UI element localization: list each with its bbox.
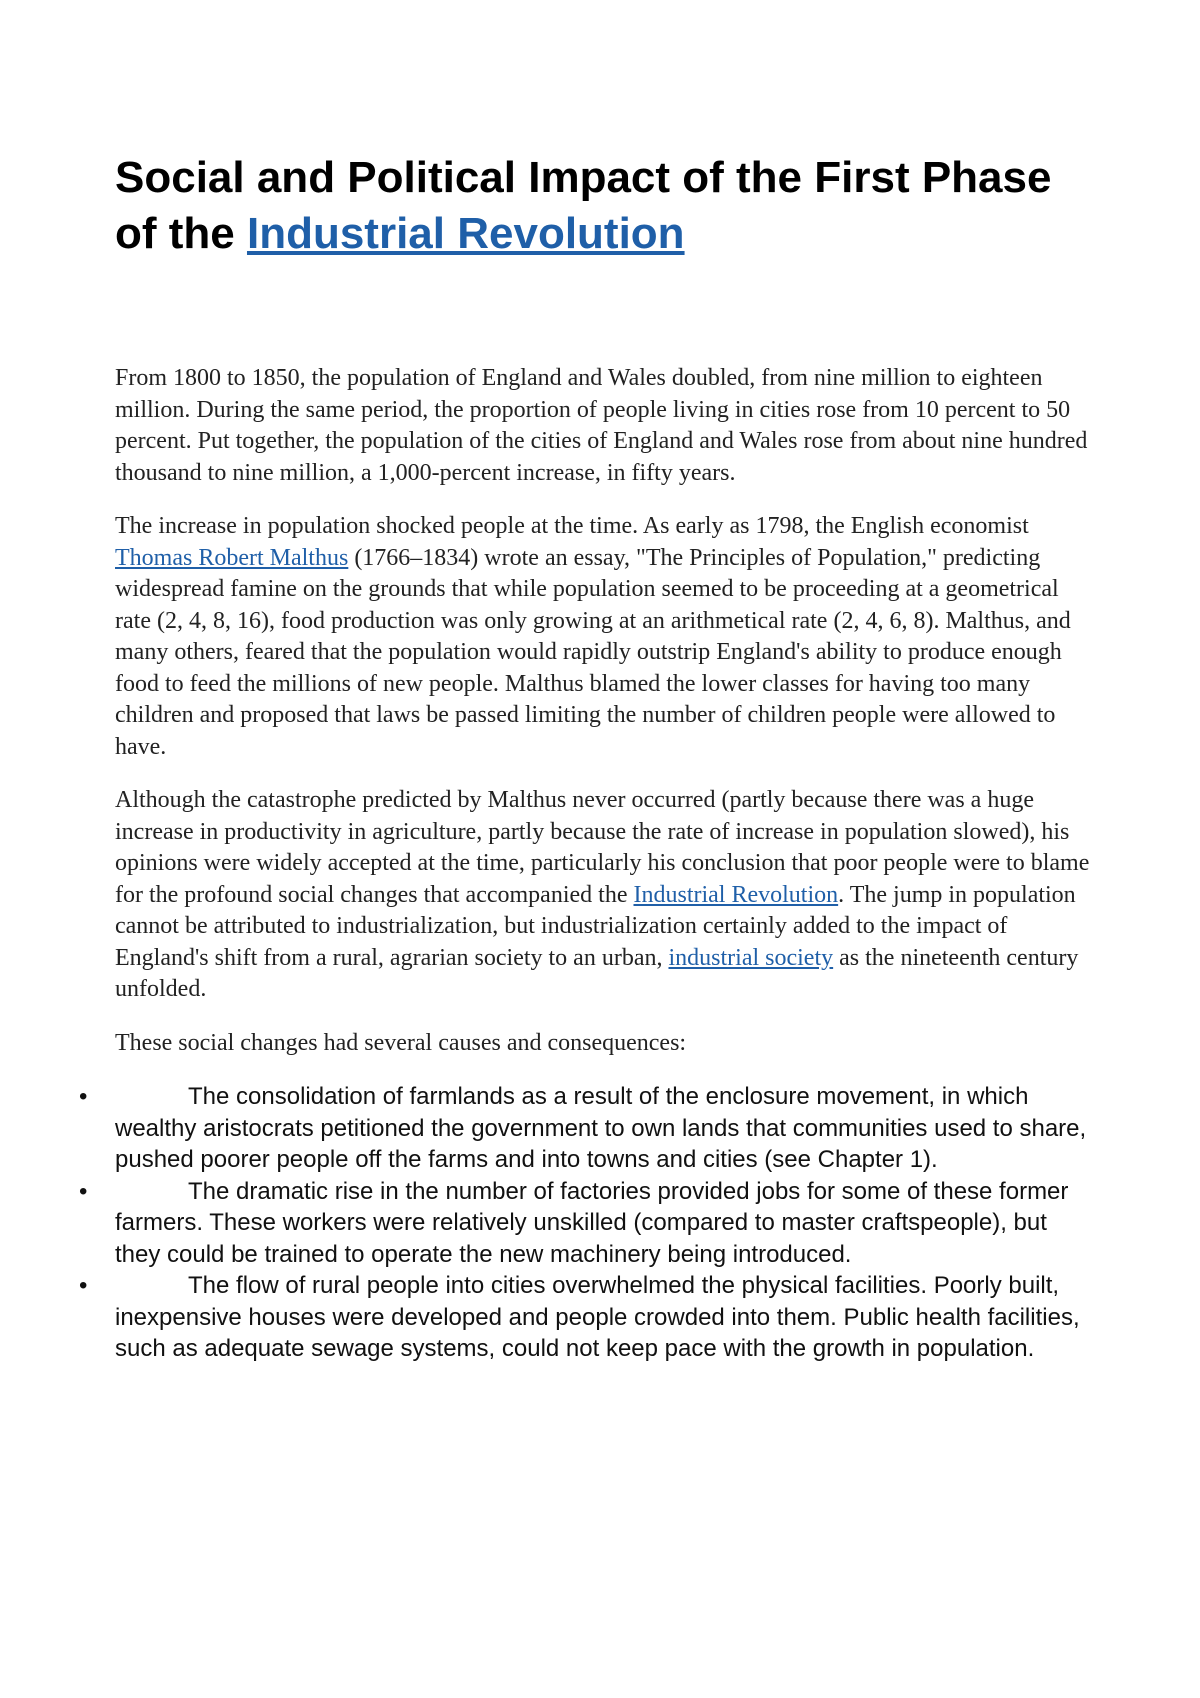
paragraph-text: The increase in population shocked people at the time. As early as 1798, the English economist bbox=[115, 513, 1029, 539]
paragraph-text: . The jump in population cannot be attributed to industrialization, but industrialization certainly added to the impact of England's shift from a rural, agrarian society to an urban, bbox=[115, 881, 1076, 971]
list-item bbox=[79, 1081, 1095, 1176]
list-item bbox=[79, 1270, 1095, 1365]
malthus-link[interactable]: Thomas Robert Malthus bbox=[115, 544, 349, 571]
paragraph-text: (1766–1834) wrote an essay, "The Principles of Population," predicting widespread famine on the grounds that while population seemed to be proceeding at a geometrical rate (2, 4, 8, 16), food production was only growing at an arithmetical rate (2, 4, 6, 8). Malthus, and many others, feared that the population would rapidly outstrip England's ability to produce enough food to feed the millions of new people. Malthus blamed the lower classes for having too many children and proposed that laws be passed limiting the number of children people were allowed to have. bbox=[115, 544, 1071, 760]
paragraph-malthus bbox=[115, 511, 1095, 763]
title-text: Social and Political Impact of the First Phase of the bbox=[115, 153, 1052, 258]
bullet-icon: • bbox=[79, 1177, 88, 1205]
paragraph-causes-intro: These social changes had several causes and consequences: bbox=[115, 1029, 687, 1056]
list-item-text: The consolidation of farmlands as a result of the enclosure movement, in which wealthy aristocrats petitioned the government to own lands that communities used to share, pushed poorer people off the farms and into towns and cities (see Chapter 1). bbox=[115, 1083, 1087, 1173]
industrial-revolution-title-link[interactable]: Industrial Revolution bbox=[246, 209, 685, 258]
list-item-text: The dramatic rise in the number of factories provided jobs for some of these former farmers. These workers were relatively unskilled (compared to master craftspeople), but they could be trained to operate the new machinery being introduced. bbox=[115, 1177, 1069, 1268]
causes-list bbox=[79, 1081, 1095, 1365]
industrial-society-link[interactable]: industrial society bbox=[668, 944, 834, 971]
document-content bbox=[79, 150, 1095, 1365]
industrial-revolution-link[interactable]: Industrial Revolution bbox=[633, 881, 839, 908]
paragraph-text: as the nineteenth century unfolded. bbox=[115, 944, 1079, 1002]
bullet-icon: • bbox=[79, 1272, 88, 1299]
list-item-text: The flow of rural people into cities overwhelmed the physical facilities. Poorly built, inexpensive houses were developed and people crowded into them. Public health facilities, such as adequate sewage systems, could not keep pace with the growth in population. bbox=[115, 1272, 1080, 1362]
paragraph-catastrophe bbox=[115, 785, 1095, 1006]
list-item bbox=[79, 1176, 1095, 1271]
paragraph-population: From 1800 to 1850, the population of England and Wales doubled, from nine million to eighteen million. During the same period, the proportion of people living in cities rose from 10 percent to 50 percent. Put together, the population of the cities of England and Wales rose from about nine hundred thousand to nine million, a 1,000-percent increase, in fifty years. bbox=[115, 365, 1088, 486]
bullet-icon: • bbox=[79, 1083, 88, 1110]
page-title bbox=[115, 150, 1095, 262]
paragraph-text: Although the catastrophe predicted by Malthus never occurred (partly because there was a huge increase in productivity in agriculture, partly because the rate of increase in population slowed), his opinions were widely accepted at the time, particularly his conclusion that poor people were to blame for the profound social changes that accompanied the bbox=[115, 787, 1090, 908]
